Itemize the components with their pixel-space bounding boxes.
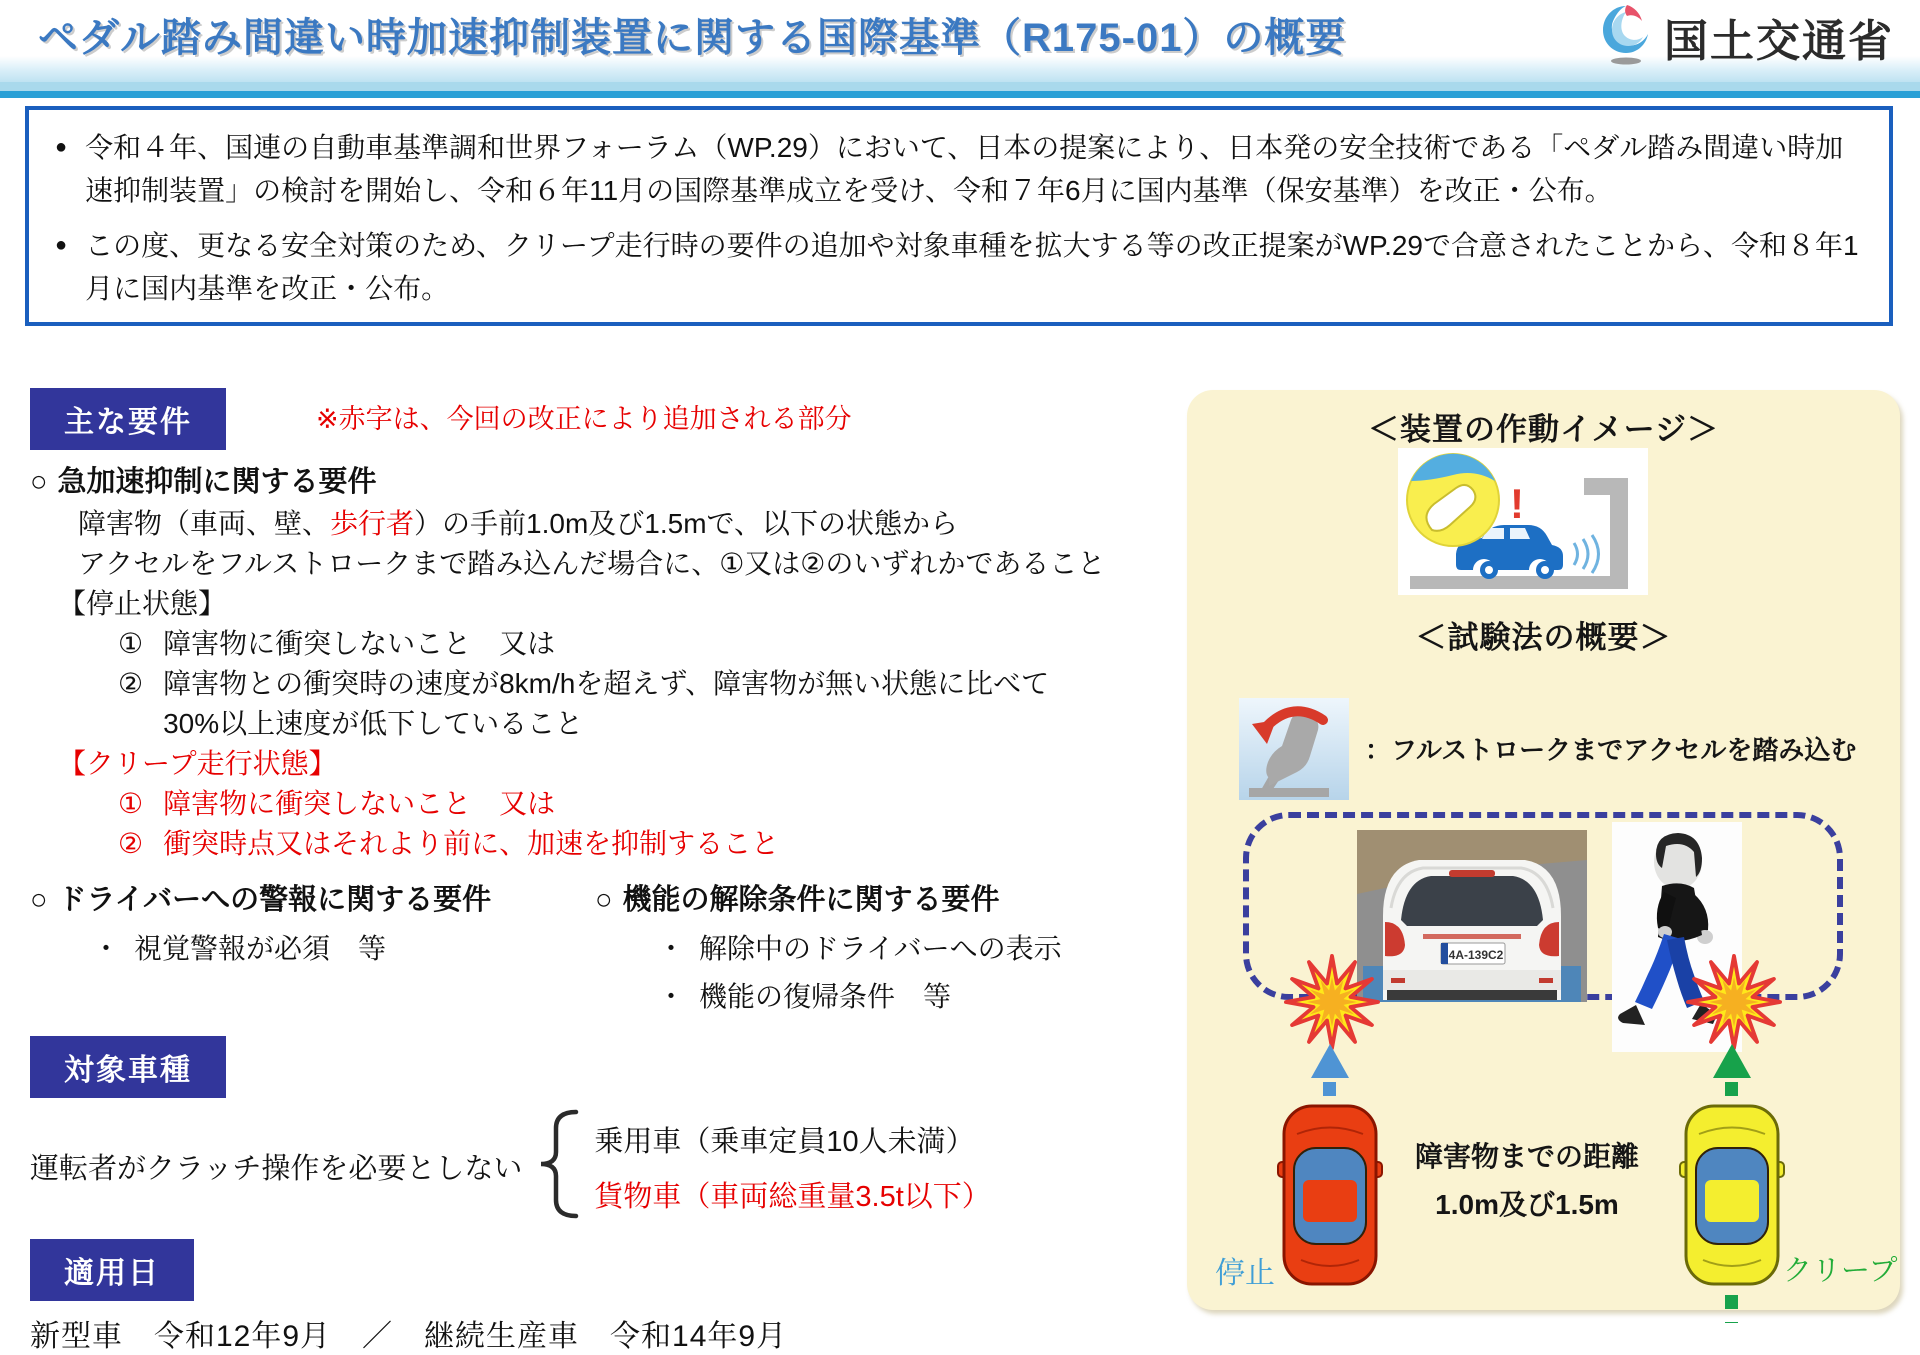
creep-item-2: ② 衝突時点又はそれより前に、加速を抑制すること: [118, 828, 780, 859]
red-note: ※赤字は、今回の改正により追加される部分: [316, 404, 852, 434]
test-method-title: ＜試験法の概要＞: [1415, 620, 1672, 655]
target-vehicles-header: 対象車種: [30, 1036, 1180, 1098]
accel-line-2: アクセルをフルストロークまで踏み込んだ場合に、①又は②のいずれかであること: [78, 548, 1106, 579]
requirement-columns: [30, 878, 1180, 1018]
clutch-condition: 運転者がクラッチ操作を必要としない: [30, 1153, 523, 1185]
intro-bullet-1: [55, 126, 1863, 212]
passenger-vehicle: 乗用車（乗車定員10人未満）: [594, 1125, 975, 1158]
intro-bullet-2: [55, 224, 1863, 310]
main-requirements-header-row: [30, 388, 1180, 450]
distance-label-line2: 1.0m及び1.5m: [1435, 1189, 1619, 1220]
accel-section-title: ○ 急加速抑制に関する要件: [30, 466, 377, 498]
brace: [532, 1108, 584, 1225]
collision-starburst-left: [1284, 954, 1380, 1050]
pedal-closeup-icon: [1407, 454, 1499, 546]
header-blue-strip: [0, 82, 1920, 91]
main-requirements-heading: 主な要件: [30, 388, 226, 450]
collision-starburst-right: [1686, 954, 1782, 1050]
exclamation-icon: !: [1510, 480, 1524, 527]
stopped-item-1: ① 障害物に衝突しないこと 又は: [118, 628, 556, 659]
yellow-car-top-view: [1679, 1102, 1785, 1288]
blue-arrow-head-icon: [1311, 1044, 1349, 1078]
stopped-state-label: 【停止状態】: [58, 588, 227, 619]
vehicle-options: [594, 1119, 990, 1215]
release-item-2: ・ 機能の復帰条件 等: [657, 981, 952, 1012]
warning-item-1: ・ 視覚警報が必須 等: [92, 933, 387, 964]
page-title: ペダル踏み間違い時加速抑制装置に関する国際基準（R175-01）の概要: [38, 16, 1347, 60]
warning-requirement-col: [30, 878, 595, 1018]
intro-summary-box: [25, 106, 1893, 326]
intro-bullet-1-text: 令和４年、国連の自動車基準調和世界フォーラム（WP.29）において、日本の提案により、日本発の安全技術である「ペダル踏み間違い時加速抑制装置」の検討を開始し、令和６年11月の国際基準成立を受け、令和７年6月に国内基準（保安基準）を改正・公布。: [85, 132, 1844, 206]
mlit-logo-text: 国土交通省: [1664, 16, 1894, 66]
release-section-title: ○ 機能の解除条件に関する要件: [595, 884, 1000, 916]
bullet-icon: ●: [55, 136, 68, 158]
release-requirement-col: [595, 878, 1180, 1018]
release-item-1: ・ 解除中のドライバーへの表示: [657, 933, 1062, 964]
header-blue-line: [0, 91, 1920, 98]
left-column: [30, 388, 1180, 1355]
red-car-top-view: [1277, 1102, 1383, 1288]
operation-image-title: ＜装置の作動イメージ＞: [1367, 412, 1720, 447]
illustration-panel: [1187, 390, 1900, 1310]
circle-marker: ○: [30, 466, 48, 498]
cargo-vehicle: 貨物車（車両総重量3.5t以下）: [594, 1180, 991, 1213]
intro-bullet-2-text: この度、更なる安全対策のため、クリープ走行時の要件の追加や対象車種を拡大する等の改正提案がWP.29で合意されたことから、令和８年1月に国内基準を改正・公布。: [85, 230, 1859, 304]
stop-label: 停止: [1215, 1257, 1275, 1290]
creep-label: クリープ: [1783, 1255, 1898, 1287]
warning-section-title: ○ ドライバーへの警報に関する要件: [30, 884, 492, 916]
test-car-photo: [1357, 830, 1587, 1002]
bullet-icon: ●: [55, 234, 68, 256]
application-date-text: 新型車 令和12年9月 ／ 継続生産車 令和14年9月: [30, 1320, 788, 1353]
target-vehicles-row: [30, 1108, 1180, 1225]
green-dotted-line-lower: [1725, 1295, 1738, 1323]
stopped-item-2: ② 障害物との衝突時の速度が8km/hを超えず、障害物が無い状態に比べて30%以上速度が低下していること: [118, 668, 1050, 739]
red-added-text: 歩行者: [330, 508, 415, 539]
accel-line-1: 障害物（車両、壁、歩行者）の手前1.0m及び1.5mで、以下の状態から: [78, 508, 958, 539]
operation-illustration: [1398, 448, 1648, 595]
creep-item-1: ① 障害物に衝突しないこと 又は: [118, 788, 556, 819]
creep-state-label: 【クリープ走行状態】: [58, 748, 337, 779]
license-plate: 4A-139C2: [1448, 948, 1504, 962]
application-date-header: 適用日: [30, 1239, 1180, 1301]
mlit-logo: [1596, 2, 1894, 71]
full-stroke-pedal-icon: [1239, 698, 1349, 800]
distance-label-line1: 障害物までの距離: [1414, 1141, 1639, 1172]
green-arrow-head-icon: [1713, 1044, 1751, 1078]
pedal-caption: ：フルストロークまでアクセルを踏み込む: [1365, 735, 1857, 765]
mlit-logo-icon: [1596, 2, 1656, 71]
